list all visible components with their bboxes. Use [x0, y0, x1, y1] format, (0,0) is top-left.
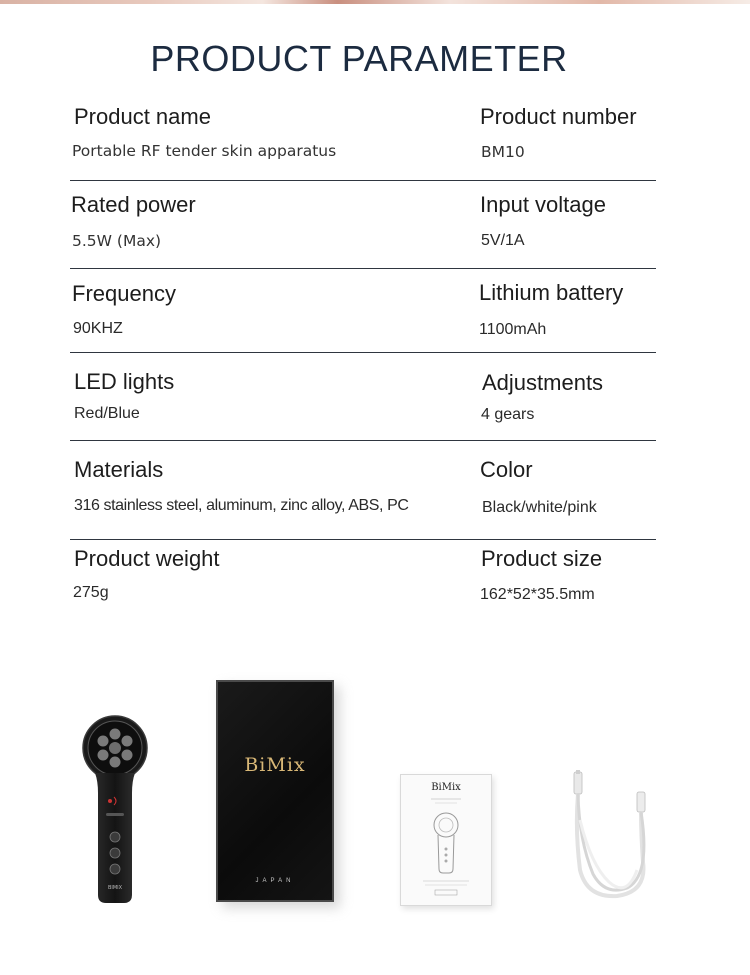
device-brand: BIMIX	[107, 885, 123, 891]
param-label: Color	[480, 457, 533, 482]
box-sub-text: JAPAN	[255, 878, 295, 884]
param-label: Lithium battery	[479, 280, 624, 305]
manual-booklet-image	[400, 774, 492, 906]
param-value: 316 stainless steel, aluminum, zinc alloy, ABS, PC	[74, 497, 409, 514]
param-value: Red/Blue	[74, 405, 140, 422]
usb-cable-image	[565, 770, 660, 900]
param-row-4	[70, 353, 656, 441]
param-row-3	[70, 269, 656, 353]
param-value: 1100mAh	[479, 321, 547, 338]
param-label: Product name	[74, 104, 211, 129]
param-value: Portable RF tender skin apparatus	[72, 142, 337, 160]
param-value: 90KHZ	[73, 320, 123, 337]
box-brand-text: BiMix	[244, 754, 306, 776]
param-value: 275g	[73, 584, 109, 601]
page-title: PRODUCT PARAMETER	[150, 38, 568, 79]
param-row-5	[70, 441, 656, 540]
param-label: Rated power	[71, 192, 196, 217]
param-row-6	[70, 540, 656, 620]
manual-brand-text: BiMix	[431, 782, 461, 793]
param-label: Product size	[481, 546, 603, 571]
top-photo-strip	[0, 0, 750, 4]
param-label: Materials	[74, 457, 164, 482]
param-row-1	[70, 100, 656, 181]
param-label: Input voltage	[480, 192, 606, 217]
param-value: 162*52*35.5mm	[480, 586, 595, 603]
param-row-2	[70, 181, 656, 269]
param-label: Product number	[480, 104, 637, 129]
param-label: Product weight	[74, 546, 220, 571]
param-value: Black/white/pink	[482, 499, 597, 516]
param-value: 5V/1A	[481, 232, 525, 249]
param-value: 4 gears	[481, 406, 535, 423]
param-label: LED lights	[74, 369, 175, 394]
param-value: 5.5W (Max)	[72, 232, 162, 250]
param-label: Frequency	[72, 281, 176, 306]
rf-device-image	[80, 715, 150, 905]
param-label: Adjustments	[482, 370, 604, 395]
param-value: BM10	[481, 143, 525, 161]
gift-box-image	[216, 680, 334, 902]
